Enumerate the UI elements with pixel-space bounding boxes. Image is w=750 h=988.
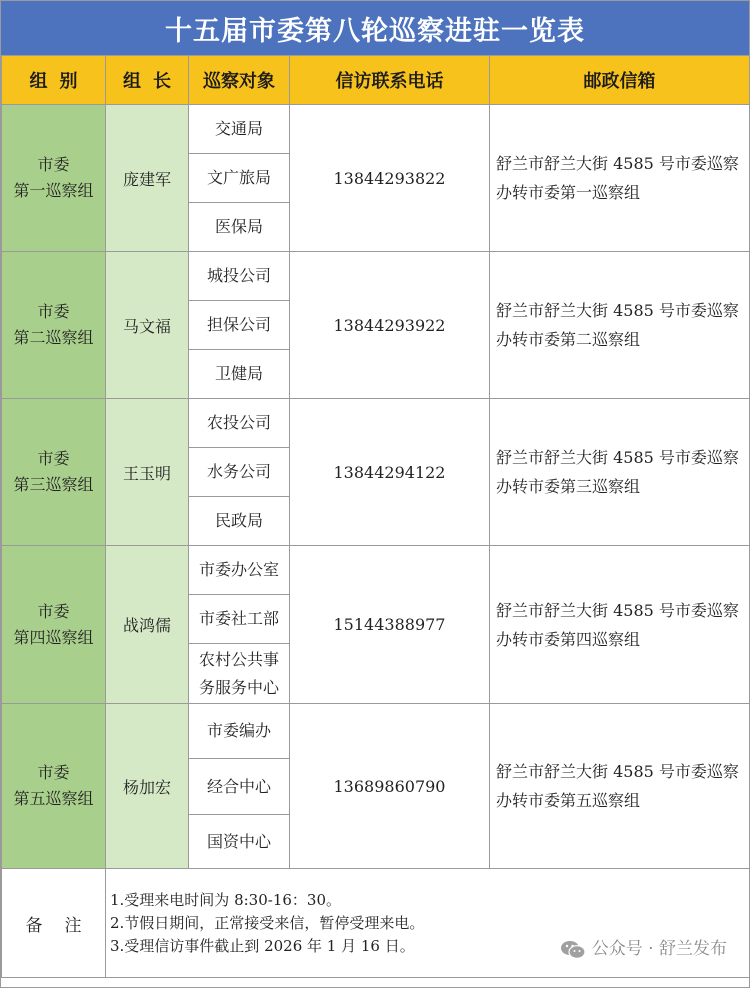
target-cell: 国资中心 xyxy=(189,815,290,869)
group-name-cell xyxy=(2,399,106,546)
phone-cell: 13844293922 xyxy=(290,252,490,399)
table-row xyxy=(2,704,750,759)
mailbox-cell: 舒兰市舒兰大街 4585 号市委巡察办转市委第一巡察组 xyxy=(490,105,750,252)
table-row xyxy=(2,399,750,448)
leader-cell: 王玉明 xyxy=(106,399,189,546)
target-cell: 交通局 xyxy=(189,105,290,154)
notes-row xyxy=(2,869,750,978)
group-name-line1: 市委 xyxy=(37,449,70,468)
group-name-line1: 市委 xyxy=(37,155,70,174)
group-name-line1: 市委 xyxy=(37,763,70,782)
group-name-line2: 第二巡察组 xyxy=(13,328,94,347)
header-leader: 组长 xyxy=(106,56,189,105)
watermark-text: 公众号 · 舒兰发布 xyxy=(591,939,727,959)
group-name-line2: 第五巡察组 xyxy=(13,789,94,808)
target-cell: 水务公司 xyxy=(189,448,290,497)
target-cell: 市委社工部 xyxy=(189,595,290,644)
group-name-line1: 市委 xyxy=(37,601,70,621)
note-item-1: 1.受理来电时间为 8:30-16：30。 xyxy=(110,890,342,909)
phone-cell: 13689860790 xyxy=(290,704,490,869)
target-cell: 市委办公室 xyxy=(189,546,290,595)
header-mailbox: 邮政信箱 xyxy=(490,56,750,105)
target-cell: 经合中心 xyxy=(189,759,290,815)
inspection-table xyxy=(1,55,750,978)
table-row xyxy=(2,546,750,595)
group-name-cell xyxy=(2,252,106,399)
target-cell: 卫健局 xyxy=(189,350,290,399)
mailbox-cell: 舒兰市舒兰大街 4585 号市委巡察办转市委第三巡察组 xyxy=(490,399,750,546)
phone-cell: 13844293822 xyxy=(290,105,490,252)
target-cell: 农投公司 xyxy=(189,399,290,448)
mailbox-cell: 舒兰市舒兰大街 4585 号市委巡察办转市委第二巡察组 xyxy=(490,252,750,399)
leader-cell: 马文福 xyxy=(106,252,189,399)
target-cell: 民政局 xyxy=(189,497,290,546)
header-targets: 巡察对象 xyxy=(189,56,290,105)
table-title: 十五届市委第八轮巡察进驻一览表 xyxy=(1,1,749,55)
target-cell: 城投公司 xyxy=(189,252,290,301)
note-item-3: 3.受理信访事件截止到 2026 年 1 月 16 日。 xyxy=(110,936,415,955)
group-name-line1: 市委 xyxy=(37,302,70,321)
target-cell: 医保局 xyxy=(189,203,290,252)
watermark xyxy=(560,938,727,961)
notes-label: 备注 xyxy=(2,869,106,978)
header-group: 组别 xyxy=(2,56,106,105)
table-row xyxy=(2,105,750,154)
target-cell: 市委编办 xyxy=(189,704,290,759)
target-cell: 农村公共事务服务中心 xyxy=(189,644,290,704)
leader-cell: 杨加宏 xyxy=(106,704,189,869)
header-phone: 信访联系电话 xyxy=(290,56,490,105)
header-row xyxy=(2,56,750,105)
note-item-2: 2.节假日期间，正常接受来信，暂停受理来电。 xyxy=(110,913,425,932)
wechat-icon xyxy=(560,940,586,960)
phone-cell: 13844294122 xyxy=(290,399,490,546)
group-name-cell xyxy=(2,704,106,869)
mailbox-cell: 舒兰市舒兰大街 4585 号市委巡察办转市委第五巡察组 xyxy=(490,704,750,869)
table-row xyxy=(2,252,750,301)
leader-cell: 战鸿儒 xyxy=(106,546,189,704)
group-name-cell xyxy=(2,546,106,704)
notes-cell xyxy=(106,869,750,978)
mailbox-cell: 舒兰市舒兰大街 4585 号市委巡察办转市委第四巡察组 xyxy=(490,546,750,704)
group-name-line2: 第一巡察组 xyxy=(13,181,94,200)
leader-cell: 庞建军 xyxy=(106,105,189,252)
phone-cell: 15144388977 xyxy=(290,546,490,704)
group-name-line2: 第三巡察组 xyxy=(13,475,94,494)
group-name-cell xyxy=(2,105,106,252)
target-cell: 担保公司 xyxy=(189,301,290,350)
group-name-line2: 第四巡察组 xyxy=(13,627,94,647)
target-cell: 文广旅局 xyxy=(189,154,290,203)
